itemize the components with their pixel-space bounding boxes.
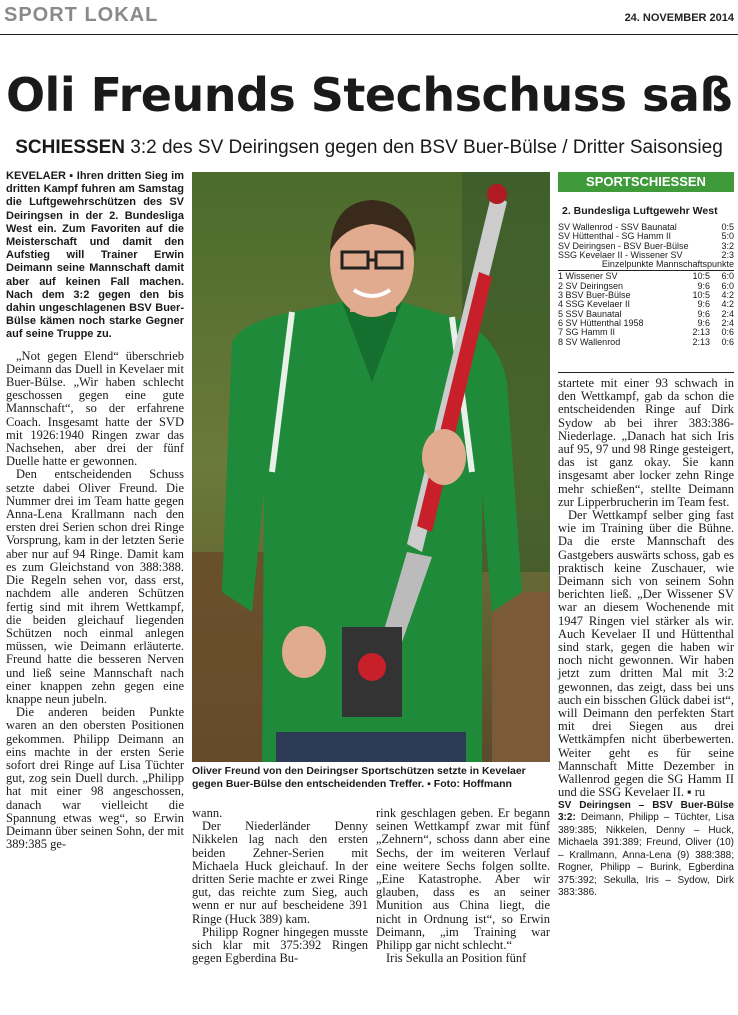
standing-team: 6 SV Hüttenthal 1958	[558, 317, 644, 328]
standing-mannschaftspunkte: 4:2	[721, 299, 734, 310]
column-4	[558, 377, 734, 900]
standing-mannschaftspunkte: 0:6	[721, 327, 734, 338]
standing-mannschaftspunkte: 2:4	[721, 308, 734, 319]
match-score: 5:0	[721, 231, 734, 242]
column-3	[376, 807, 550, 965]
paragraph: Der Niederländer Denny Nikkelen lag nach den ersten beiden Zehner-Serien mit Michaela Huck gleichauf. In der dritten Serie machte er zwei Ringe gut, das reichte zum Sieg, auch wenn er nur auf bescheidene 391 Ringe (Huck 389) kam.	[192, 819, 368, 926]
column-4-body	[558, 377, 734, 800]
standing-einzelpunkte: 2:13	[692, 327, 710, 338]
standing-team: 1 Wissener SV	[558, 271, 618, 282]
paragraph: wann.	[192, 806, 223, 820]
subhead-text: 3:2 des SV Deiringsen gegen den BSV Buer-Bülse / Dritter Saisonsieg	[125, 137, 723, 158]
match-pair: SV Hüttenthal - SG Hamm II	[558, 231, 672, 242]
league-name: 2. Bundesliga Luftgewehr West	[562, 205, 718, 217]
issue-date: 24. NOVEMBER 2014	[624, 12, 734, 24]
photo-shooter-with-rifle	[192, 172, 550, 762]
standing-team: 7 SG Hamm II	[558, 327, 616, 338]
standing-mannschaftspunkte: 6:0	[721, 280, 734, 291]
paragraph: Iris Sekulla an Position fünf	[386, 951, 527, 966]
column-1-body	[6, 350, 184, 852]
standing-einzelpunkte: 9:6	[697, 280, 710, 291]
sidebar-bottom-rule	[558, 372, 734, 373]
standing-mannschaftspunkte: 2:4	[721, 317, 734, 328]
match-score: 3:2	[721, 240, 734, 251]
paragraph: startete mit einer 93 schwach in den Wettkampf, gab da schon die entscheidenden Ringe auf Dirk Sydow ab bei ihrer 383:386-Niederlage. „Danach hat sich Iris auf 95, 97 und 98 Ringe gesteigert, das ist ganz okay. Sie kann insgesamt aber locker zehn Ringe mehr schießen“, stellte Deimann zur Lipperbrucherin im Team fest.	[558, 376, 734, 509]
standing-team: 3 BSV Buer-Bülse	[558, 290, 631, 301]
standing-einzelpunkte: 9:6	[697, 308, 710, 319]
header-rule	[0, 34, 738, 35]
paragraph: rink geschlagen geben. Er begann seinen Wettkampf zwar mit fünf „Zehnern“, schoss dann aber eine Sechs, der im weiteren Verlauf eine weitere Sechs folgen sollte. „Eine Katastrophe. Aber wir glauben, dass es an seiner Munition aus China liegt, die nicht in Ordnung ist“, so Erwin Deimann, „im Training war Philipp gar nicht schlecht.“	[376, 806, 550, 953]
paragraph: Den entscheidenden Schuss setzte dabei Oliver Freund. Die Nummer drei im Team hatte gegen Anna-Lena Krallmann nach den ersten drei Serien schon drei Ringe Vorsprung, kam in der letzten Serie aber nur auf 94 Ringe. Damit kam es zum Gleichstand von 388:388. Die Regeln sehen vor, dass erst, nachdem alle anderen Schützen fertig sind mit ihrem Wettkampf, die beiden gleichauf liegenden Schützen noch einmal anlegen müssen, wie Deimann erläuterte. Freund hatte die besseren Nerven und ließ seine Mannschaft nach einer knappen zehn gegen eine knappe neun jubeln.	[6, 467, 184, 706]
match-pair: SV Deiringsen - BSV Buer-Bülse	[558, 240, 689, 251]
section-label: SPORT LOKAL	[4, 4, 159, 26]
standing-team: 2 SV Deiringsen	[558, 280, 624, 291]
standing-mannschaftspunkte: 4:2	[721, 290, 734, 301]
article-photo	[192, 172, 550, 762]
standing-row	[558, 338, 734, 347]
standing-einzelpunkte: 9:6	[697, 317, 710, 328]
standing-mannschaftspunkte: 0:6	[721, 336, 734, 347]
standing-team: 4 SSG Kevelaer II	[558, 299, 631, 310]
match-score: 0:5	[721, 222, 734, 232]
subhead-kicker: SCHIESSEN	[15, 137, 126, 158]
results-table	[558, 223, 734, 347]
results-details: Deimann, Philipp – Tüchter, Lisa 389:385; Nikkelen, Denny – Huck, Michaela 391:389; Freund, Oliver (10) – Krallmann, Anna-Lena (9) 388:388; Rogner, Philipp – Burink, Egberdina 375:392; Sekulla, Iris – Sydow, Dirk 383:386.	[558, 812, 734, 898]
standing-mannschaftspunkte: 6:0	[721, 271, 734, 282]
match-pair: SV Wallenrod - SSV Baunatal	[558, 222, 677, 232]
standing-einzelpunkte: 9:6	[697, 299, 710, 310]
standing-team: 5 SSV Baunatal	[558, 308, 622, 319]
standing-einzelpunkte: 10:5	[692, 290, 710, 301]
standing-einzelpunkte: 10:5	[692, 271, 710, 282]
results-credit	[558, 800, 734, 900]
photo-caption: Oliver Freund von den Deiringser Sportschützen setzte in Kevelaer gegen Buer-Bülse den entscheidenden Treffer. ▪ Foto: Hoffmann	[192, 765, 526, 790]
paragraph: „Not gegen Elend“ überschrieb Deimann das Duell in Kevelaer mit Buer-Bülse. „Wir haben schlecht geschossen gegen eine gute Mannschaft“, so der erfahrene Coach. Insgesamt hatte der SVD mit 1926:1940 Ringen zwar das Nachsehen, aber drei der fünf Duelle hatte er gewonnen.	[6, 348, 184, 469]
subheadline	[0, 135, 738, 161]
paragraph: Philipp Rogner hingegen musste sich klar mit 375:392 Ringen gegen Egberdina Bu-	[192, 924, 368, 966]
match-results	[558, 223, 734, 260]
paragraph: Die anderen beiden Punkte waren an den obersten Positionen gekommen. Philipp Deimann an eins machte in der ersten Serie sofort drei Ringe auf Lisa Tüchter gut, zog sein Duell durch. „Philipp hat mit einer 98 angeschossen, danach war vielleicht die Spannung etwas weg“, so Erwin Deimann über seinen Sohn, der mit 389:385 ge-	[6, 705, 184, 852]
results-kicker: SV Deiringsen – BSV Buer-Bülse 3:2:	[558, 799, 734, 823]
standings-header: Einzelpunkte Mannschaftspunkte	[601, 259, 734, 270]
column-2	[192, 807, 368, 965]
column-1	[6, 170, 184, 851]
sidebar-title: SPORTSCHIESSEN	[558, 172, 734, 192]
match-score: 2:3	[721, 249, 734, 260]
match-pair: SSG Kevelaer II - Wissener SV	[558, 249, 683, 260]
paragraph: Der Wettkampf selber ging fast wie im Training über die Bühne. Da die erste Mannschaft des Gastgebers auswärts schoss, gab es praktisch keine Zuschauer, wie Deimann sich von seinem Sohn berichten ließ. „Der Wissener SV war an diesem Wochenende mit 1947 Ringen viel stärker als wir. Auch Kevelaer II und Hüttenthal sind stark, gegen die haben wir noch nicht gewonnen. Wir haben jetzt zum dritten Mal mit 3:2 gewonnen, das zeigt, dass bei uns auch ein bisschen Glück dabei ist“, will Deimann den perfekten Start mit drei Siegen aus drei Wettkämpfen nicht überbewerten. Weiter geht es für seine Mannschaft Mitte Dezember in Wallenrod gegen die SG Hamm II und die SSG Kevelaer II. ▪ ru	[558, 508, 735, 800]
lead-paragraph: KEVELAER ▪ Ihren dritten Sieg im dritten Kampf fuhren am Samstag die Luftgewehrschützen des SV Deiringsen in der 2. Bundesliga West ein. Zum Favoriten auf die Meisterschaft und damit den Aufstieg will Trainer Erwin Deimann seine Mannschaft damit aber auf keinen Fall machen. Nach dem 3:2 gegen den bis dahin ungeschlagenen BSV Buer-Bülse kämen noch starke Gegner auf seine Truppe zu.	[6, 170, 184, 341]
headline: Oli Freunds Stechschuss saß	[5, 68, 733, 122]
standing-einzelpunkte: 2:13	[692, 336, 710, 347]
standings-list	[558, 272, 734, 346]
standing-team: 8 SV Wallenrod	[558, 336, 621, 347]
